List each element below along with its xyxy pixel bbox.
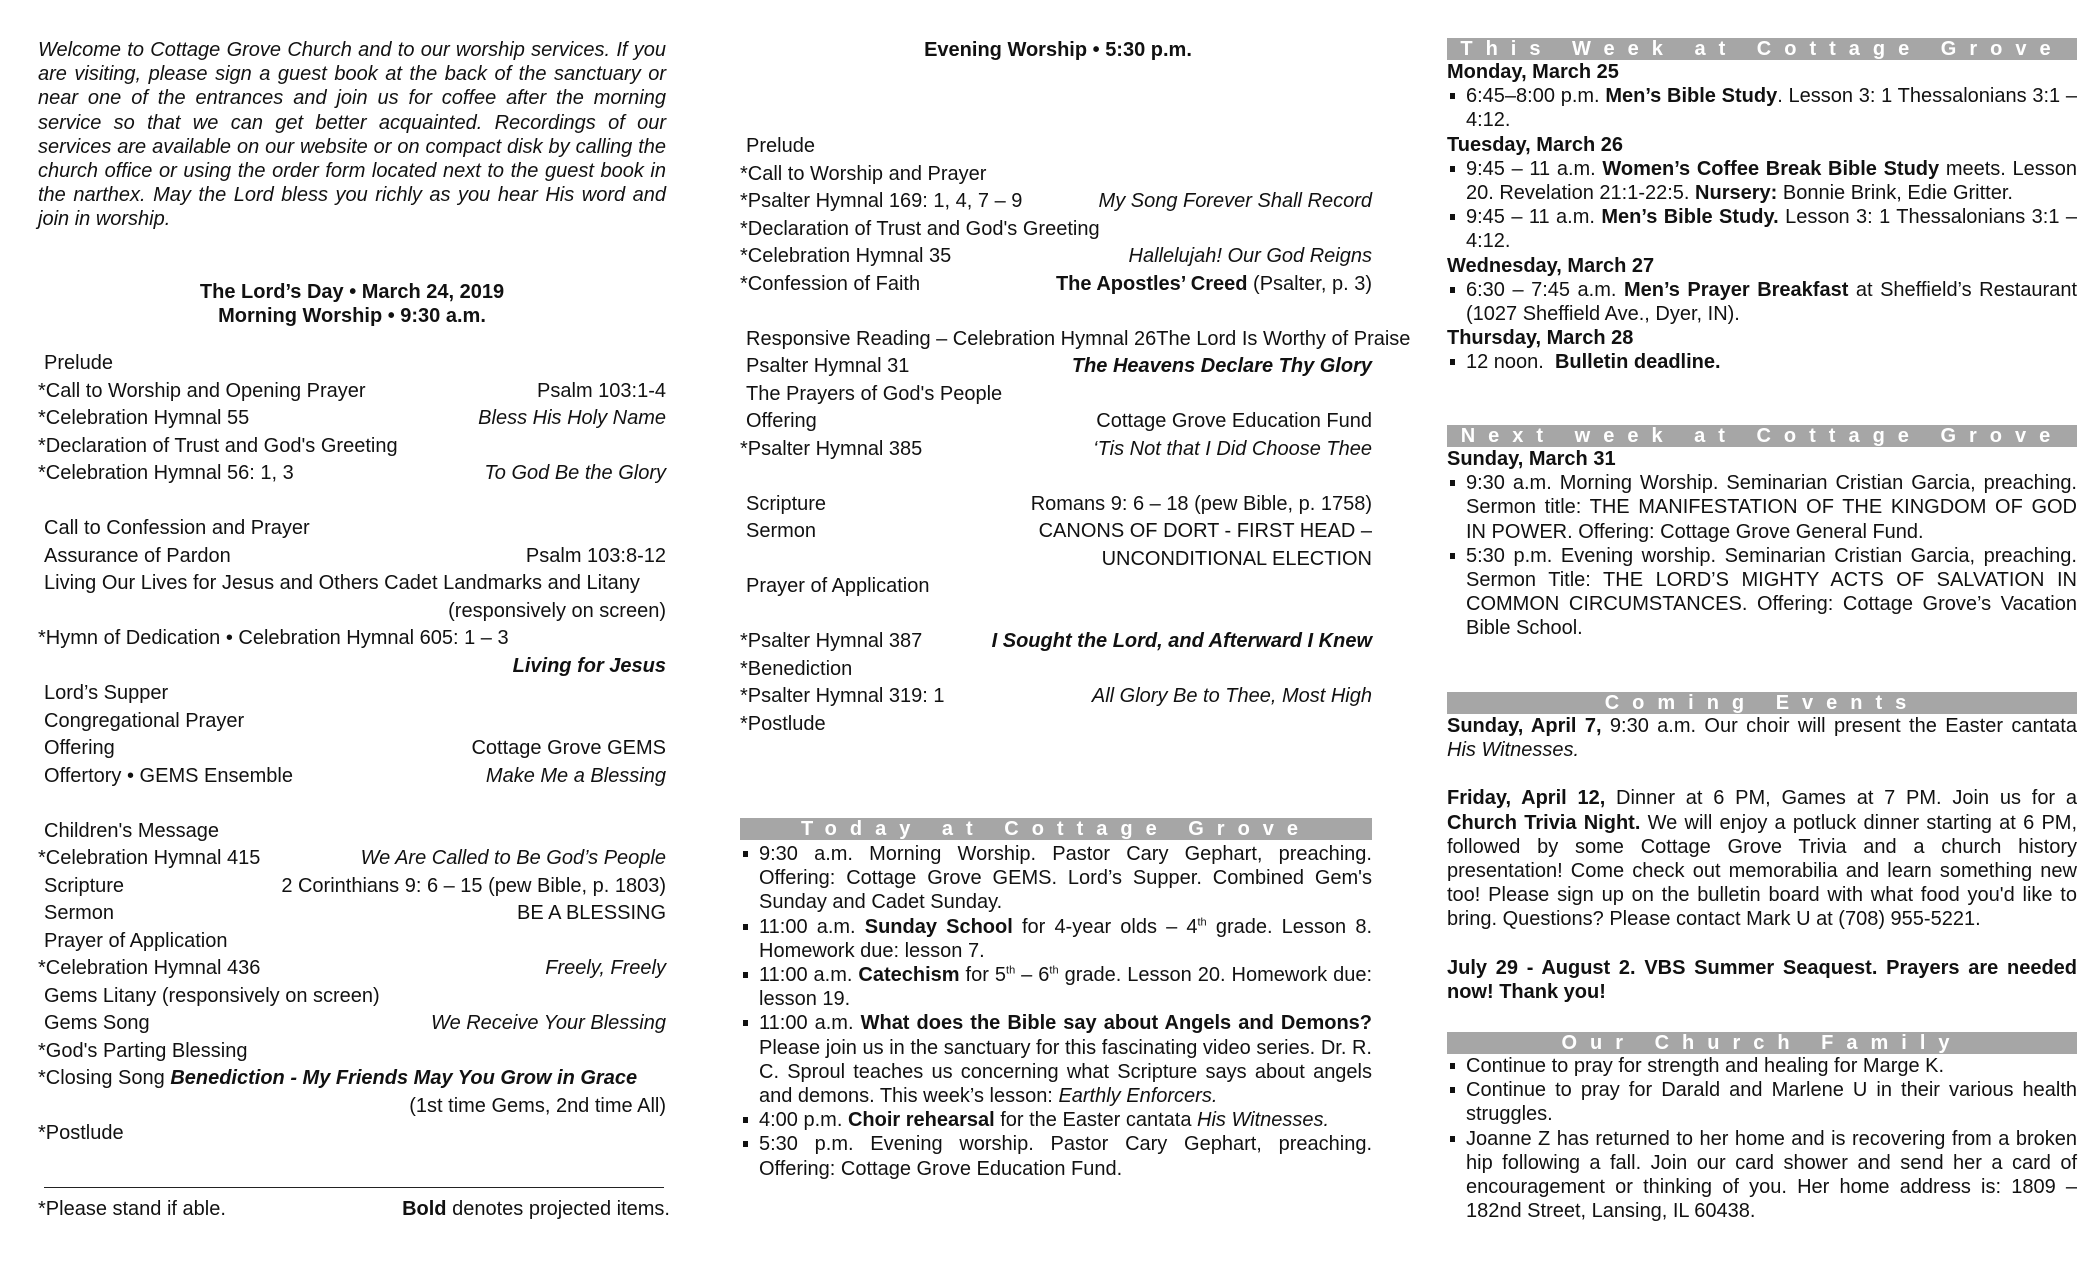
today-header: Today at Cottage Grove xyxy=(740,818,1372,840)
order-row: *Celebration Hymnal 35 Hallelujah! Our God Reigns xyxy=(740,245,1372,267)
order-row: Living Our Lives for Jesus and Others Cadet Landmarks and Litany xyxy=(44,572,640,594)
order-row: The Prayers of God's People xyxy=(746,382,1003,405)
order-row: UNCONDITIONAL ELECTION xyxy=(1101,547,1372,570)
order-row: Assurance of Pardon Psalm 103:8-12 xyxy=(44,544,666,567)
coming-events-header: Coming Events xyxy=(1447,692,2077,714)
list-item: 9:45 – 11 a.m. Men’s Bible Study. Lesson 3: 1 Thessalonians 3:1 – 4:12. xyxy=(1447,205,2077,253)
order-row: *Psalter Hymnal 387 I Sought the Lord, and Afterward I Knew xyxy=(740,630,1372,652)
divider-line xyxy=(44,1187,664,1188)
morning-time-heading: Morning Worship • 9:30 a.m. xyxy=(218,305,486,327)
order-row: *Celebration Hymnal 415 We Are Called to Be God’s People xyxy=(38,847,666,869)
order-row: *Declaration of Trust and God's Greeting xyxy=(740,217,1100,240)
bold-note: Bold denotes projected items. xyxy=(402,1198,670,1220)
order-row: Sermon CANONS OF DORT - FIRST HEAD – xyxy=(746,520,1372,542)
evening-order-of-worship xyxy=(740,133,1411,738)
order-row: *Celebration Hymnal 55 Bless His Holy Name xyxy=(38,407,666,429)
order-row: *Celebration Hymnal 56: 1, 3 To God Be the Glory xyxy=(38,462,666,484)
order-row: Congregational Prayer xyxy=(44,709,245,732)
list-item: 12 noon. Bulletin deadline. xyxy=(1447,350,2077,374)
event-item: July 29 - August 2. VBS Summer Seaquest. Prayers are needed now! Thank you! xyxy=(1447,956,2077,1003)
order-row: Lord’s Supper xyxy=(44,682,169,704)
order-row: *Confession of Faith The Apostles’ Creed (Psalter, p. 3) xyxy=(740,272,1372,295)
list-item: 6:45–8:00 p.m. Men’s Bible Study. Lesson 3: 1 Thessalonians 3:1 – 4:12. xyxy=(1447,84,2077,132)
order-row: Gems Litany (responsively on screen) xyxy=(44,984,380,1007)
order-row: Responsive Reading – Celebration Hymnal 26 The Lord Is Worthy of Praise xyxy=(746,327,1411,350)
evening-time-heading: Evening Worship • 5:30 p.m. xyxy=(924,39,1192,61)
list-item: Joanne Z has returned to her home and is recovering from a broken hip following a fall. Join our card shower and send her a card of encouragement or thinking of you. Her home address is: 1809 – 182nd Street, Lansing, IL 60438. xyxy=(1447,1127,2077,1224)
order-row: *Call to Worship and Prayer xyxy=(740,162,987,185)
order-row: *Hymn of Dedication • Celebration Hymnal 605: 1 – 3 xyxy=(38,627,509,649)
list-item: 9:30 a.m. Morning Worship. Seminarian Cristian Garcia, preaching. Sermon title: THE MANIFESTATION OF THE KINGDOM OF GOD IN POWER. Offering: Cottage Grove General Fund. xyxy=(1447,471,2077,544)
coming-events-section xyxy=(1447,692,2083,1004)
order-row: *God's Parting Blessing xyxy=(38,1039,248,1062)
order-row: *Psalter Hymnal 319: 1 All Glory Be to Thee, Most High xyxy=(740,685,1372,707)
order-row: *Celebration Hymnal 436 Freely, Freely xyxy=(38,957,666,979)
morning-heading xyxy=(38,280,666,328)
order-row: Living for Jesus xyxy=(512,654,666,677)
next-week-header: Next week at Cottage Grove xyxy=(1447,425,2077,447)
order-row: *Postlude xyxy=(740,712,826,735)
list-item: 5:30 p.m. Evening worship. Pastor Cary Gephart, preaching. Offering: Cottage Grove Education Fund. xyxy=(740,1132,1372,1180)
list-item: 11:00 a.m. What does the Bible say about Angels and Demons? Please join us in the sanctuary for this fascinating video series. Dr. R. C. Sproul teaches us concerning what Scripture says about angels and demons. This week’s lesson: Earthly Enforcers. xyxy=(740,1011,1372,1108)
order-row: *Call to Worship and Opening Prayer Psalm 103:1-4 xyxy=(38,379,666,402)
order-row: Offering Cottage Grove GEMS xyxy=(44,737,666,759)
morning-order-of-worship xyxy=(38,350,666,1148)
order-row: (1st time Gems, 2nd time All) xyxy=(409,1094,666,1117)
event-item: Sunday, April 7, 9:30 a.m. Our choir will present the Easter cantata His Witnesses. xyxy=(1447,715,2083,762)
order-row: Scripture 2 Corinthians 9: 6 – 15 (pew Bible, p. 1803) xyxy=(44,874,666,897)
date-heading: The Lord’s Day • March 24, 2019 xyxy=(199,281,505,303)
church-family-header: Our Church Family xyxy=(1447,1032,2077,1054)
order-row: Scripture Romans 9: 6 – 18 (pew Bible, p. 1758) xyxy=(746,492,1372,515)
order-row: *Postlude xyxy=(38,1122,124,1144)
list-item: 11:00 a.m. Catechism for 5th – 6th grade. Lesson 20. Homework due: lesson 19. xyxy=(740,963,1372,1011)
list-item: 9:45 – 11 a.m. Women’s Coffee Break Bible Study meets. Lesson 20. Revelation 21:1-22:5. Nursery: Bonnie Brink, Edie Gritter. xyxy=(1447,157,2077,205)
this-week-header: This Week at Cottage Grove xyxy=(1447,38,2077,60)
order-row: *Declaration of Trust and God's Greeting xyxy=(38,434,398,457)
day-heading: Wednesday, March 27 xyxy=(1447,254,1655,277)
order-row: Offering Cottage Grove Education Fund xyxy=(746,410,1372,432)
event-item: Friday, April 12, Dinner at 6 PM, Games at 7 PM. Join us for a Church Trivia Night. We will enjoy a potluck dinner starting at 6 PM, followed by some Cottage Grove Trivia and a church history presentation! Come check out memorabilia and learn something new too! Please sign up on the bulletin board with what food you'd like to bring. Questions? Please contact Mark U at (708) 955-5221. xyxy=(1447,787,2083,931)
order-row: *Psalter Hymnal 169: 1, 4, 7 – 9 My Song Forever Shall Record xyxy=(740,190,1372,212)
list-item: 5:30 p.m. Evening worship. Seminarian Cristian Garcia, preaching. Sermon Title: THE LORD’S MIGHTY ACTS OF SALVATION IN COMMON CIRCUMSTANCES. Offering: Cottage Grove’s Vacation Bible School. xyxy=(1447,544,2077,641)
today-list xyxy=(740,842,1378,1181)
order-row: (responsively on screen) xyxy=(448,599,666,622)
day-heading: Monday, March 25 xyxy=(1447,61,1619,83)
order-row: *Psalter Hymnal 385 ‘Tis Not that I Did Choose Thee xyxy=(740,437,1372,460)
list-item: 4:00 p.m. Choir rehearsal for the Easter cantata His Witnesses. xyxy=(740,1108,1372,1132)
order-row: Sermon BE A BLESSING xyxy=(44,902,666,924)
order-row: Prayer of Application xyxy=(44,929,228,952)
this-week-section xyxy=(1447,38,2083,375)
church-family-section xyxy=(1447,1032,2077,1223)
order-row: Offertory • GEMS Ensemble Make Me a Blessing xyxy=(44,764,666,787)
welcome-paragraph: Welcome to Cottage Grove Church and to our worship services. If you are visiting, please sign a guest book at the back of the sanctuary or near one of the entrances and join us for coffee after the morning service so that we can get better acquainted. Recordings of our services are available on our website or on compact disk by calling the church office or using the order form located next to the guest book in the narthex. May the Lord bless you richly as you hear His word and join in worship. xyxy=(38,39,666,231)
list-item: 9:30 a.m. Morning Worship. Pastor Cary Gephart, preaching. Offering: Cottage Grove GEMS. Lord’s Supper. Combined Gem's Sunday and Cadet Sunday. xyxy=(740,842,1372,915)
order-row: Children's Message xyxy=(44,819,220,842)
list-item: 11:00 a.m. Sunday School for 4-year olds – 4th grade. Lesson 8. Homework due: lesson 7. xyxy=(740,915,1372,963)
order-row: Prelude xyxy=(746,135,815,157)
today-section xyxy=(740,818,1378,1181)
order-row: Prayer of Application xyxy=(746,575,930,597)
list-item: Continue to pray for strength and healing for Marge K. xyxy=(1447,1054,2077,1078)
order-row: Call to Confession and Prayer xyxy=(44,517,310,539)
next-week-section xyxy=(1447,425,2077,641)
day-heading: Sunday, March 31 xyxy=(1447,448,1616,470)
order-row: *Closing Song Benediction - My Friends May You Grow in Grace xyxy=(38,1067,638,1089)
stand-note: *Please stand if able. xyxy=(38,1198,226,1220)
footnote xyxy=(38,1196,670,1224)
day-heading: Thursday, March 28 xyxy=(1447,327,1634,350)
order-row: Psalter Hymnal 31 The Heavens Declare Thy Glory xyxy=(746,355,1372,377)
order-row: *Benediction xyxy=(740,657,853,680)
order-row: Gems Song We Receive Your Blessing xyxy=(44,1012,666,1034)
list-item: 6:30 – 7:45 a.m. Men’s Prayer Breakfast at Sheffield’s Restaurant (1027 Sheffield Ave., Dyer, IN). xyxy=(1447,278,2077,326)
day-heading: Tuesday, March 26 xyxy=(1447,133,1623,156)
order-row: Prelude xyxy=(44,352,113,374)
list-item: Continue to pray for Darald and Marlene U in their various health struggles. xyxy=(1447,1078,2077,1126)
